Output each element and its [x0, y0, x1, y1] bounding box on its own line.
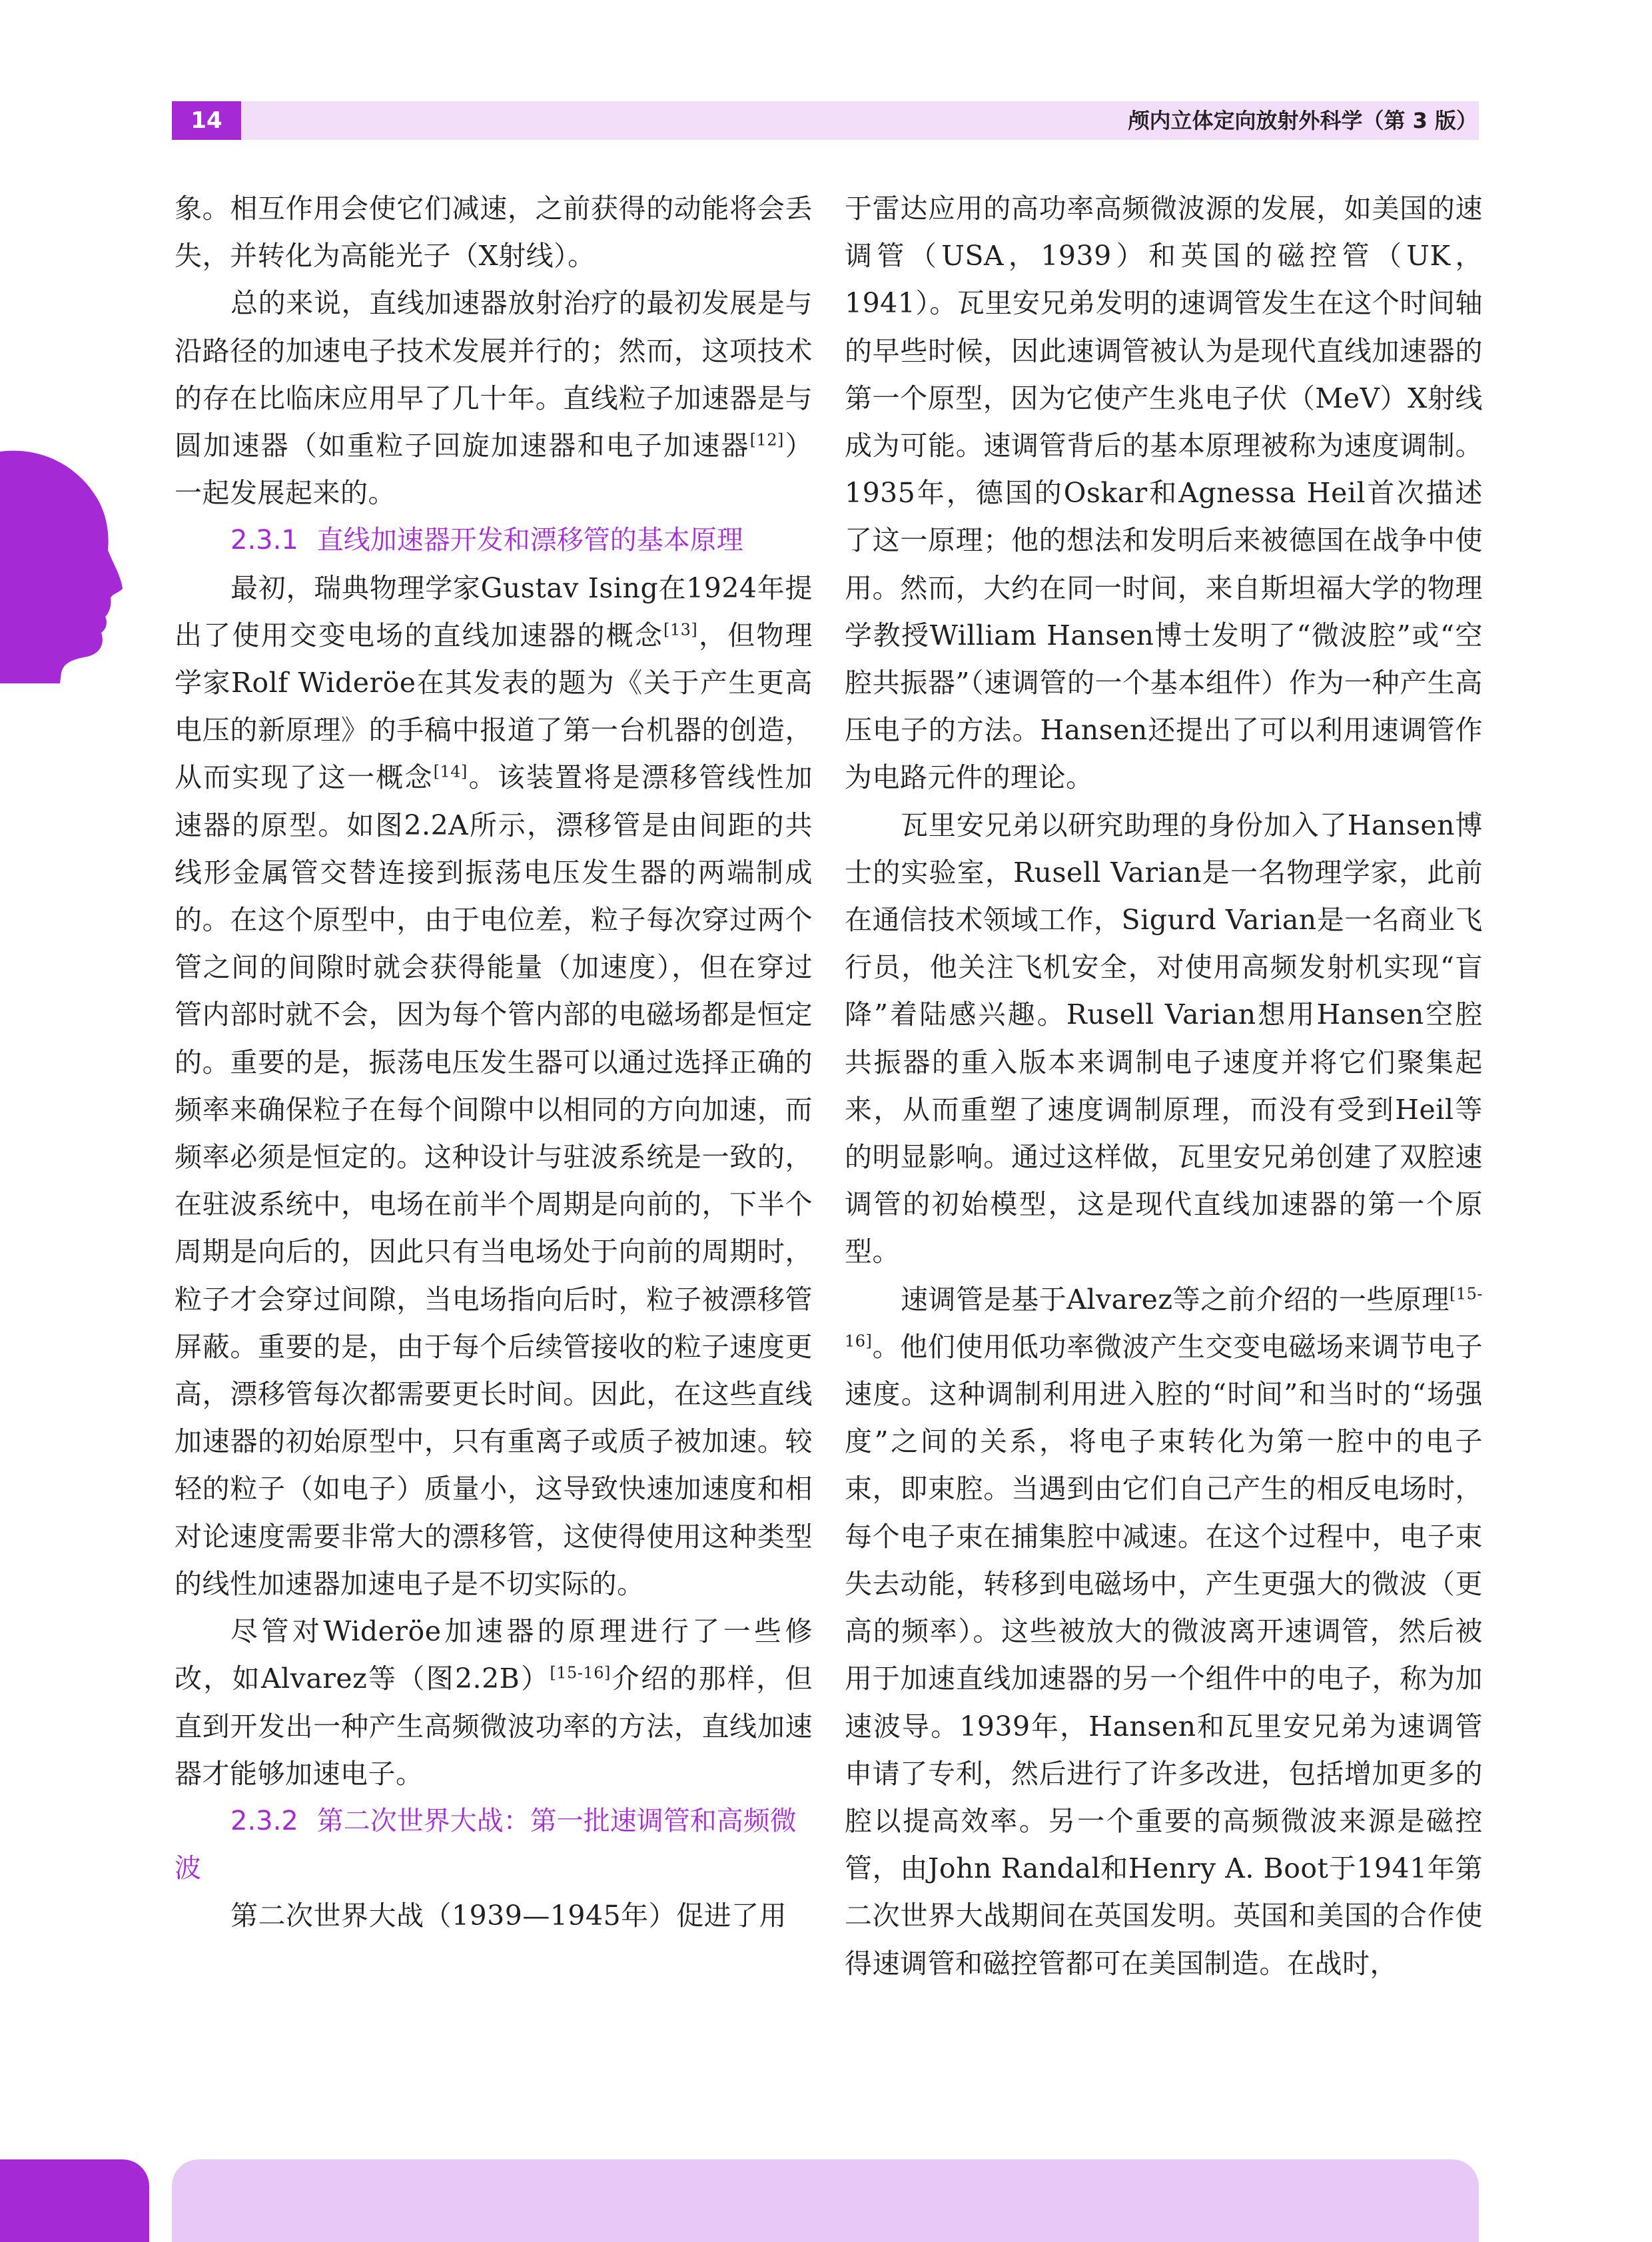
left-column: [175, 185, 813, 1940]
citation: [13]: [663, 620, 698, 639]
running-title: 颅内立体定向放射外科学（第 3 版）: [1128, 108, 1477, 133]
section-heading-2-3-2: 2.3.2 第二次世界大战：第一批速调管和高频微波: [175, 1805, 797, 1884]
paragraph: 尽管对Wideröe加速器的原理进行了一些修改，如Alvarez等（图2.2B）[15-16]介绍的那样，但直到开发出一种产生高频微波功率的方法，直线加速器才能够加速电子。: [175, 1615, 813, 1790]
paragraph: 总的来说，直线加速器放射治疗的最初发展是与沿路径的加速电子技术发展并行的；然而，这项技术的存在比临床应用早了几十年。直线粒子加速器是与圆加速器（如重粒子回旋加速器和电子加速器[12]）一起发展起来的。: [175, 287, 813, 510]
page-number: 14: [172, 101, 241, 140]
paragraph: 速调管是基于Alvarez等之前介绍的一些原理[15-16]。他们使用低功率微波产生交变电磁场来调节电子速度。这种调制利用进入腔的“时间”和当时的“场强度”之间的关系，将电子束转化为第一腔中的电子束，即束腔。当遇到由它们自己产生的相反电场时，每个电子束在捕集腔中减速。在这个过程中，电子束失去动能，转移到电磁场中，产生更强大的微波（更高的频率）。这些被放大的微波离开速调管，然后被用于加速直线加速器的另一个组件中的电子，称为加速波导。1939年，Hansen和瓦里安兄弟为速调管申请了专利，然后进行了许多改进，包括增加更多的腔以提高效率。另一个重要的高频微波来源是磁控管，由John Randal和Henry A. Boot于1941年第二次世界大战期间在英国发明。英国和美国的合作使得速调管和磁控管都可在美国制造。在战时，: [845, 1283, 1483, 1980]
citation: [14]: [433, 762, 468, 781]
paragraph: 瓦里安兄弟以研究助理的身份加入了Hansen博士的实验室，Rusell Varian是一名物理学家，此前在通信技术领域工作，Sigurd Varian是一名商业飞行员，他关注飞机安全，对使用高频发射机实现“盲降”着陆感兴趣。Rusell Varian想用Hansen空腔共振器的重入版本来调制电子速度并将它们聚集起来，从而重塑了速度调制原理，而没有受到Heil等的明显影响。通过这样做，瓦里安兄弟创建了双腔速调管的初始模型，这是现代直线加速器的第一个原型。: [845, 809, 1483, 1268]
citation: [15-16]: [550, 1663, 611, 1682]
right-column: [845, 185, 1483, 1988]
paragraph: 于雷达应用的高功率高频微波源的发展，如美国的速调管（USA，1939）和英国的磁控管（UK，1941）。瓦里安兄弟发明的速调管发生在这个时间轴的早些时候，因此速调管被认为是现代直线加速器的第一个原型，因为它使产生兆电子伏（MeV）X射线成为可能。速调管背后的基本原理被称为速度调制。1935年，德国的Oskar和Agnessa Heil首次描述了这一原理；他的想法和发明后来被德国在战争中使用。然而，大约在同一时间，来自斯坦福大学的物理学教授William Hansen博士发明了“微波腔”或“空腔共振器”（速调管的一个基本组件）作为一种产生高压电子的方法。Hansen还提出了可以利用速调管作为电路元件的理论。: [845, 192, 1483, 794]
paragraph: 第二次世界大战（1939—1945年）促进了用: [230, 1900, 787, 1932]
footer-tab: [0, 2159, 149, 2242]
citation: [15-16]: [845, 1284, 1483, 1351]
citation: [12]: [749, 430, 784, 450]
paragraph: 象。相互作用会使它们减速，之前获得的动能将会丢失，并转化为高能光子（X射线）。: [175, 192, 813, 272]
head-profile-icon: [0, 450, 124, 683]
footer-bar: [172, 2159, 1479, 2242]
paragraph: 最初，瑞典物理学家Gustav Ising在1924年提出了使用交变电场的直线加速器的概念[13]，但物理学家Rolf Wideröe在其发表的题为《关于产生更高电压的新原理》的手稿中报道了第一台机器的创造，从而实现了这一概念[14]。该装置将是漂移管线性加速器的原型。如图2.2A所示，漂移管是由间距的共线形金属管交替连接到振荡电压发生器的两端制成的。在这个原型中，由于电位差，粒子每次穿过两个管之间的间隙时就会获得能量（加速度），但在穿过管内部时就不会，因为每个管内部的电磁场都是恒定的。重要的是，振荡电压发生器可以通过选择正确的频率来确保粒子在每个间隙中以相同的方向加速，而频率必须是恒定的。这种设计与驻波系统是一致的，在驻波系统中，电场在前半个周期是向前的，下半个周期是向后的，因此只有当电场处于向前的周期时，粒子才会穿过间隙，当电场指向后时，粒子被漂移管屏蔽。重要的是，由于每个后续管接收的粒子速度更高，漂移管每次都需要更长时间。因此，在这些直线加速器的初始原型中，只有重离子或质子被加速。较轻的粒子（如电子）质量小，这导致快速加速度和相对论速度需要非常大的漂移管，这使得使用这种类型的线性加速器加速电子是不切实际的。: [175, 571, 813, 1600]
section-heading-2-3-1: 2.3.1 直线加速器开发和漂移管的基本原理: [230, 525, 743, 556]
